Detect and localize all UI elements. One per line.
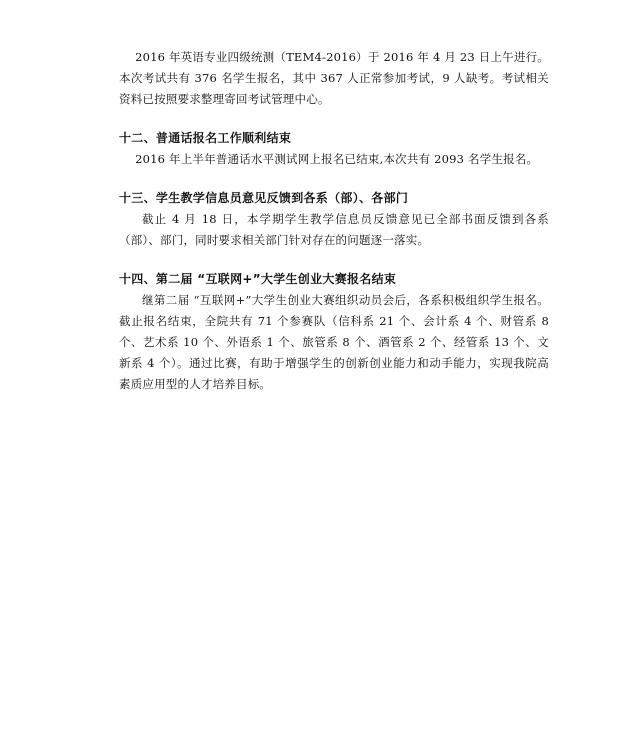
document-body bbox=[119, 47, 549, 395]
section-body-14: 继第二届 “互联网+”大学生创业大赛组织动员会后，各系积极组织学生报名。截止报名结束，全院共有 71 个参赛队（信科系 21 个、会计系 4 个、财管系 8 个、艺术系 10 个、外语系 1 个、旅管系 8 个、酒管系 2 个、经管系 13 个、文新系 4 个）。通过比赛，有助于增强学生的创新创业能力和动手能力，实现我院高素质应用型的人才培养目标。 bbox=[119, 293, 549, 391]
section-heading-14: 十四、第二届 “互联网+”大学生创业大赛报名结束 bbox=[119, 272, 397, 286]
section-heading-13: 十三、学生教学信息员意见反馈到各系（部）、各部门 bbox=[119, 191, 409, 205]
intro-paragraph: 2016 年英语专业四级统测（TEM4-2016）于 2016 年 4 月 23 日上午进行。本次考试共有 376 名学生报名，其中 367 人正常参加考试，9 人缺考。考试相关资料已按照要求整理寄回考试管理中心。 bbox=[119, 50, 549, 106]
section-heading-12: 十二、普通话报名工作顺利结束 bbox=[119, 131, 292, 145]
section-body-12: 2016 年上半年普通话水平测试网上报名已结束,本次共有 2093 名学生报名。 bbox=[135, 152, 539, 166]
section-body-13: 截止 4 月 18 日，本学期学生教学信息员反馈意见已全部书面反馈到各系（部）、部门，同时要求相关部门针对存在的问题逐一落实。 bbox=[119, 212, 549, 247]
